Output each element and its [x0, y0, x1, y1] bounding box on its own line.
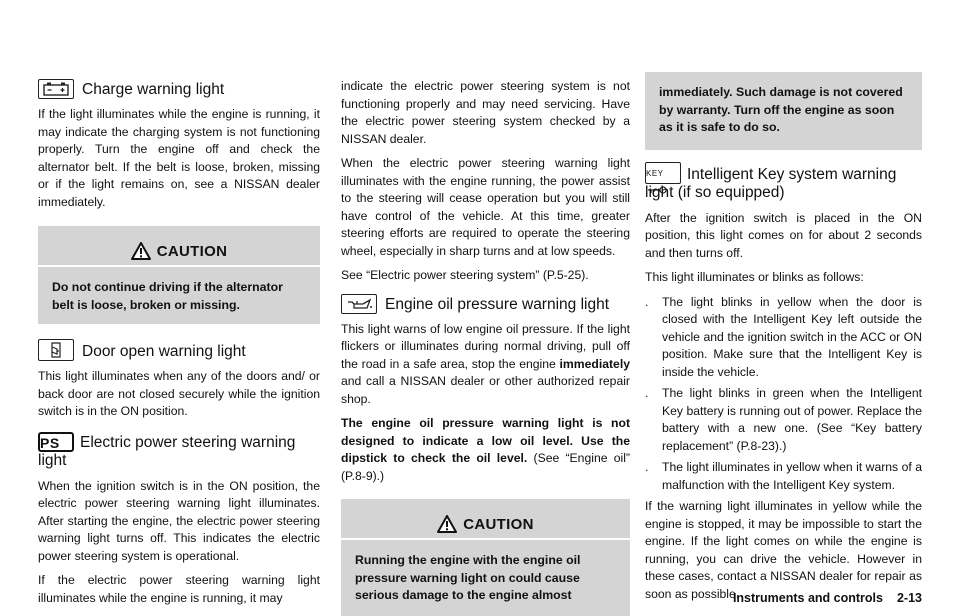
eps-text-2: If the electric power steering warning light illuminates while the engine is running, it may [38, 573, 320, 605]
door-open-title: Door open warning light [82, 343, 246, 360]
door-open-heading [38, 339, 320, 361]
caution-text: Do not continue driving if the alternator belt is loose, broken or missing. [38, 265, 320, 324]
caution-title: CAUTION [463, 515, 534, 533]
eps-text-continued: indicate the electric power steering system is not functioning properly and may need servicing. Have the electric power steering system checked by a NISSAN dealer. [341, 79, 630, 146]
warning-triangle-icon [131, 242, 151, 260]
charge-warning-title: Charge warning light [82, 81, 225, 98]
charge-warning-text: If the light illuminates while the engine is running, it may indicate the charging system is not functioning properly. Turn the engine off and check the alternator belt. If the belt is loose, broken, missing or if the light remains on, see a NISSAN dealer immediately. [38, 107, 320, 209]
list-item: . The light blinks in yellow when the door is closed with the Intelligent Key left outside the vehicle and the ignition switch in the ACC or ON position. Make sure that the Intelligent Key is inside the vehicle. [645, 294, 922, 379]
intelligent-key-text-3: If the warning light illuminates in yellow while the engine is stopped, it may be impossible to start the engine. If the light comes on while the engine is running, you can drive the vehicle. However in these cases, contact a NISSAN dealer for repair as soon as possible. [645, 499, 922, 601]
caution-box-oil [341, 499, 630, 616]
oil-pressure-bold-note: The engine oil pressure warning light is not designed to indicate a low oil level. Use the dipstick to check the oil level. (See “Engine oil” (P.8-9).) [341, 416, 630, 483]
caution-box-alternator [38, 226, 320, 324]
warning-triangle-icon [437, 515, 457, 533]
column-2 [341, 0, 630, 616]
list-item: . The light blinks in green when the Intelligent Key battery is running out of power. Replace the battery with a new one. (See “Key battery replacement” (P.8-23).) [645, 386, 922, 453]
eps-title: Electric power steering warning light [38, 433, 296, 469]
caution-text-continued: immediately. Such damage is not covered by warranty. Turn off the engine as soon as it is safe to do so. [645, 72, 922, 150]
caution-header [341, 499, 630, 538]
column-3 [645, 0, 922, 603]
intelligent-key-title: Intelligent Key system warning light (if so equipped) [645, 165, 897, 201]
oil-can-icon [341, 294, 377, 314]
intelligent-key-icon: KEY [645, 162, 681, 184]
page-number: 2-13 [896, 591, 922, 605]
page-footer [728, 591, 922, 605]
caution-box-oil-continued [645, 72, 922, 150]
intelligent-key-heading [645, 162, 922, 202]
intelligent-key-text-1: After the ignition switch is placed in the ON position, this light comes on for about 2 seconds and then turns off. [645, 210, 922, 260]
oil-pressure-heading [341, 294, 630, 314]
eps-text-1: When the ignition switch is in the ON position, the electric power steering warning light illuminates. After starting the engine, the electric power steering warning light turns off. This indicates the electric power steering system is operational. [38, 478, 320, 563]
power-steering-icon: PS [38, 432, 74, 452]
intelligent-key-text-2: This light illuminates or blinks as follows: [645, 270, 864, 284]
caution-text: Running the engine with the engine oil pressure warning light on could cause serious damage to the engine almost [341, 538, 630, 615]
eps-reference: See “Electric power steering system” (P.5-25). [341, 268, 589, 282]
footer-section: Instruments and controls [732, 591, 883, 605]
caution-header [38, 226, 320, 265]
intelligent-key-bullets [645, 294, 922, 495]
door-open-icon [38, 339, 74, 361]
list-item: . The light illuminates in yellow when it warns of a malfunction with the Intelligent Key system. [645, 460, 922, 492]
caution-title: CAUTION [156, 242, 228, 260]
battery-icon [38, 79, 74, 99]
oil-pressure-text: This light warns of low engine oil pressure. If the light flickers or illuminates during normal driving, pull off the road in a safe area, stop the engine immediately and call a NISSAN dealer or other authorized repair shop. [341, 321, 630, 406]
column-1 [38, 0, 320, 607]
eps-text-3: When the electric power steering warning light illuminates with the engine running, the power assist to the steering will cease operation but you will still have control of the vehicle. At this time, greater steering efforts are required to operate the steering wheel, especially in sharp turns and at low speeds. [341, 156, 630, 258]
oil-pressure-title: Engine oil pressure warning light [385, 295, 610, 313]
eps-heading [38, 432, 320, 470]
door-open-text: This light illuminates when any of the doors and/ or back door are not closed securely while the ignition switch is in the ON position. [38, 369, 320, 418]
charge-warning-heading [38, 79, 320, 99]
